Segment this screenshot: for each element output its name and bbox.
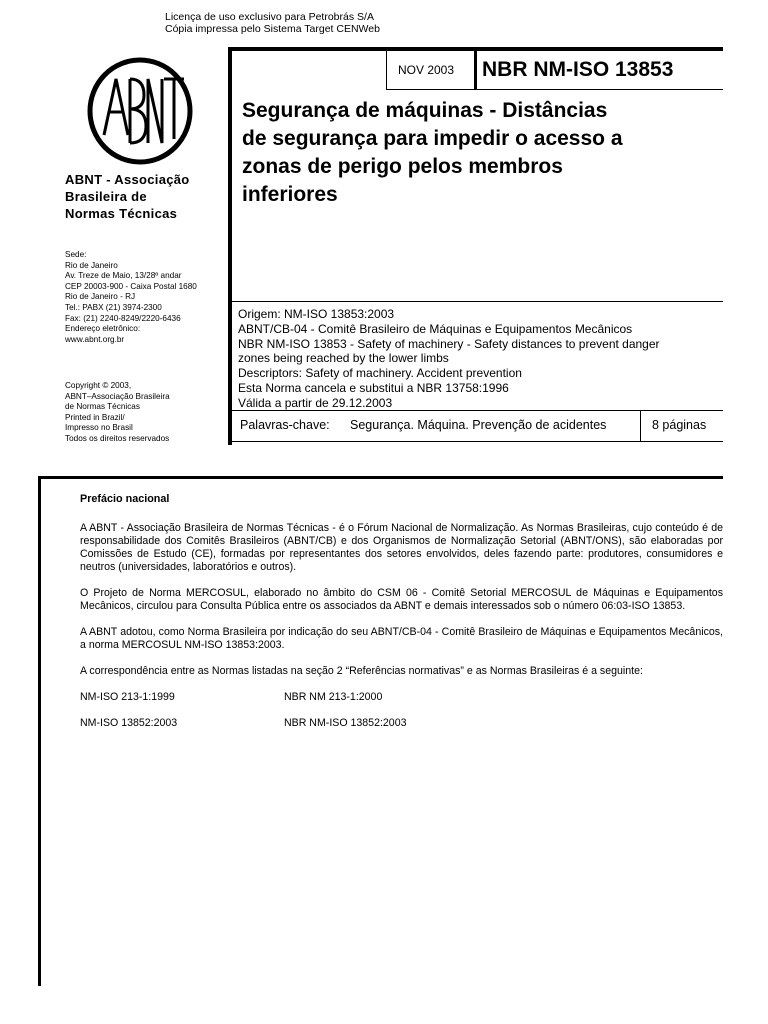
sede-line: Sede:	[65, 250, 87, 259]
preface-top-border	[38, 476, 723, 479]
print-line: Cópia impressa pelo Sistema Target CENWeb	[165, 23, 380, 35]
publication-date: NOV 2003	[398, 63, 455, 77]
national-preface	[80, 493, 723, 743]
divider	[232, 301, 723, 302]
sede-line: Fax: (21) 2240-8249/2220-6436	[65, 313, 181, 323]
title-line: zonas de perigo pelos membros	[242, 155, 563, 178]
divider	[386, 89, 723, 90]
origin-line: Descriptors: Safety of machinery. Accident prevention	[238, 366, 522, 381]
abnt-logo	[86, 57, 194, 165]
origin-line: NBR NM-ISO 13853 - Safety of machinery - Safety distances to prevent danger	[238, 336, 660, 351]
preface-paragraph: A correspondência entre as Normas listadas na seção 2 “Referências normativas” e as Normas Brasileiras é a seguinte:	[80, 665, 643, 677]
nbr-standard: NBR NM-ISO 13852:2003	[284, 717, 407, 729]
document-title	[242, 97, 722, 209]
copyright-line: Impresso no Brasil	[65, 423, 133, 433]
nm-standard: NM-ISO 13852:2003	[80, 717, 178, 729]
copyright-line: ABNT–Associação Brasileira	[65, 391, 170, 401]
divider	[386, 51, 387, 89]
license-line: Licença de uso exclusivo para Petrobrás S/A	[165, 11, 374, 23]
sede-line: CEP 20003-900 - Caixa Postal 1680	[65, 281, 197, 291]
sede-line: Rio de Janeiro - RJ	[65, 292, 136, 302]
divider	[232, 441, 723, 442]
copyright-line: de Normas Técnicas	[65, 402, 140, 412]
keywords-label: Palavras-chave:	[240, 418, 330, 432]
organization-name	[65, 171, 190, 222]
title-line: inferiores	[242, 183, 338, 206]
page-count: 8 páginas	[652, 418, 707, 432]
nbr-standard: NBR NM 213-1:2000	[284, 691, 383, 703]
org-line: Normas Técnicas	[65, 206, 178, 221]
title-line: de segurança para impedir o acesso a	[242, 127, 623, 150]
preface-paragraph: A ABNT adotou, como Norma Brasileira por indicação do seu ABNT/CB-04 - Comitê Brasileiro de Máquinas e Equipamentos Mecânicos, a norma MERCOSUL NM-ISO 13853:2003.	[80, 626, 723, 651]
copyright-line: Todos os direitos reservados	[65, 433, 170, 443]
correspondence-row	[80, 691, 723, 704]
preface-paragraph: A ABNT - Associação Brasileira de Normas Técnicas - é o Fórum Nacional de Normalização. As Normas Brasileiras, cujo conteúdo é de responsabilidade dos Comitês Brasileiros (ABNT/CB) e dos Organismos de Normalização Setorial (ABNT/ONS), são elaboradas por Comissões de Estudo (CE), formadas por representantes dos setores envolvidos, deles fazendo parte: produtores, consumidores e neutros (universidades, laboratórios e outros).	[80, 522, 723, 573]
correspondence-row	[80, 717, 723, 730]
sede-line: Av. Treze de Maio, 13/28º andar	[65, 271, 182, 281]
sede-line: Endereço eletrônico:	[65, 324, 141, 334]
nm-standard: NM-ISO 213-1:1999	[80, 691, 175, 703]
divider	[232, 47, 723, 51]
copyright-info	[65, 381, 170, 445]
origin-line: zones being reached by the lower limbs	[238, 351, 449, 366]
headquarters-info	[65, 250, 197, 345]
license-notice	[165, 11, 380, 35]
org-line: Brasileira de	[65, 189, 147, 204]
origin-line: Esta Norma cancela e substitui a NBR 13758:1996	[238, 380, 509, 395]
norm-code: NBR NM-ISO 13853	[482, 58, 674, 81]
preface-heading: Prefácio nacional	[80, 493, 170, 505]
copyright-line: Printed in Brazil/	[65, 412, 125, 422]
sede-line: Tel.: PABX (21) 3974-2300	[65, 302, 162, 312]
origin-info	[238, 307, 723, 411]
website-link[interactable]: www.abnt.org.br	[65, 334, 125, 344]
title-line: Segurança de máquinas - Distâncias	[242, 99, 608, 122]
divider	[474, 51, 477, 90]
divider	[228, 47, 232, 445]
copyright-line: Copyright © 2003,	[65, 381, 132, 390]
preface-left-border	[38, 476, 41, 986]
divider	[640, 411, 641, 441]
origin-line: Origem: NM-ISO 13853:2003	[238, 307, 395, 321]
origin-line: Válida a partir de 29.12.2003	[238, 395, 393, 410]
origin-line: ABNT/CB-04 - Comitê Brasileiro de Máquinas e Equipamentos Mecânicos	[238, 321, 633, 336]
preface-paragraph: O Projeto de Norma MERCOSUL, elaborado no âmbito do CSM 06 - Comitê Setorial MERCOSUL de Máquinas e Equipamentos Mecânicos, circulou para Consulta Pública entre os associados da ABNT e demais interessados sob o número 06:03-ISO 13853.	[80, 587, 723, 612]
org-line: ABNT - Associação	[65, 172, 190, 187]
keywords-value: Segurança. Máquina. Prevenção de acidentes	[350, 418, 607, 432]
sede-line: Rio de Janeiro	[65, 260, 118, 270]
